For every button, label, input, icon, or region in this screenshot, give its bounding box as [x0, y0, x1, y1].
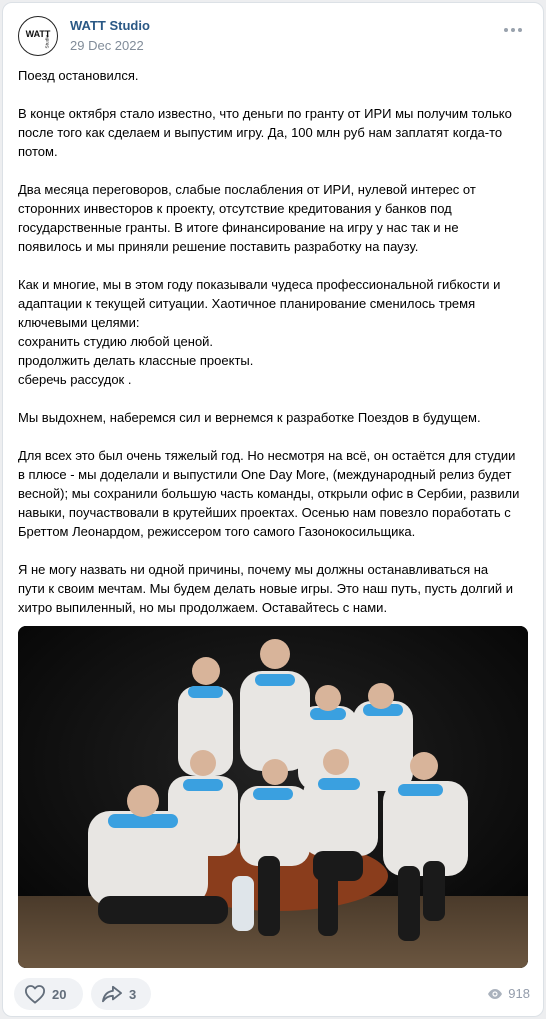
post-text-line: в плюсе - мы доделали и выпустили One Day More, (международный релиз будет [18, 467, 512, 482]
post-text-line: сохранить студию любой ценой. [18, 334, 214, 349]
views-counter [487, 986, 530, 1001]
paragraph-gap [18, 161, 530, 180]
heart-icon [24, 984, 46, 1004]
like-count: 20 [52, 986, 67, 1002]
post-text-line: появилось и мы приняли решение поставить разработку на паузу. [18, 239, 419, 254]
post-text-line: Два месяца переговоров, слабые послабления от ИРИ, нулевой интерес от [18, 182, 476, 197]
post-text-line: пути к своим мечтам. Мы будем делать новые игры. Это наш путь, пусть долгий и [18, 581, 514, 596]
post-text-line: весной); мы сохранили большую часть команды, открыли офис в Сербии, развили [18, 486, 520, 501]
views-count: 918 [508, 986, 530, 1001]
post-text-line: Для всех это был очень тяжелый год. Но несмотря на всё, он остаётся для студии [18, 448, 516, 463]
post-text-line: после того как сделаем и выпустим игру. Да, 100 млн руб нам заплатят когда-то [18, 125, 503, 140]
post-actions [14, 978, 532, 1012]
post-text-line: Бреттом Леонардом, режиссером того самого Газонокосильщика. [18, 524, 416, 539]
share-button[interactable] [91, 978, 151, 1010]
paragraph-gap [18, 256, 530, 275]
paragraph-gap [18, 541, 530, 560]
post-text-line: Как и многие, мы в этом году показывали чудеса профессиональной гибкости и [18, 277, 501, 292]
post-text-line: хитро выпиленный, но мы продолжаем. Оставайтесь с нами. [18, 600, 388, 615]
paragraph-gap [18, 389, 530, 408]
post-text-line: навыки, поучаствовали в крутейших проектах. Осенью нам повезло поработать с [18, 505, 511, 520]
post-text-line: В конце октября стало известно, что деньги по гранту от ИРИ мы получим только [18, 106, 512, 121]
svg-text:Studio: Studio [45, 34, 51, 49]
watt-logo [19, 17, 57, 55]
paragraph-gap [18, 427, 530, 446]
post-text-line: сберечь рассудок . [18, 372, 132, 387]
post-photo[interactable] [18, 626, 528, 968]
paragraph-gap [18, 85, 530, 104]
post-text-line: государственные гранты. В итоге финансирование на игру у нас так и не [18, 220, 459, 235]
like-button[interactable] [14, 978, 83, 1010]
share-arrow-icon [101, 984, 123, 1004]
post-header [18, 16, 530, 58]
eye-icon [487, 988, 503, 1000]
post-text-line: потом. [18, 144, 58, 159]
post-text-line: адаптации к текущей ситуации. Хаотичное планирование сменилось тремя [18, 296, 476, 311]
post-text-line: Я не могу назвать ни одной причины, почему мы должны останавливаться на [18, 562, 489, 577]
post-card [2, 2, 544, 1017]
post-text-line: Поезд остановился. [18, 68, 139, 83]
svg-text:WATT: WATT [25, 28, 51, 39]
post-text-line: Мы выдохнем, наберемся сил и вернемся к разработке Поездов в будущем. [18, 410, 481, 425]
post-text-line: ключевыми целями: [18, 315, 140, 330]
share-count: 3 [129, 986, 137, 1002]
more-dots-icon[interactable] [504, 26, 524, 34]
author-name[interactable]: WATT Studio [70, 18, 150, 33]
team-photo [18, 626, 528, 968]
post-text-line: сторонних инвесторов к проекту, отсутствие кредитования у банков под [18, 201, 452, 216]
post-text [18, 66, 530, 617]
post-text-line: продолжить делать классные проекты. [18, 353, 254, 368]
avatar[interactable] [18, 16, 58, 56]
post-date[interactable]: 29 Dec 2022 [70, 38, 144, 53]
